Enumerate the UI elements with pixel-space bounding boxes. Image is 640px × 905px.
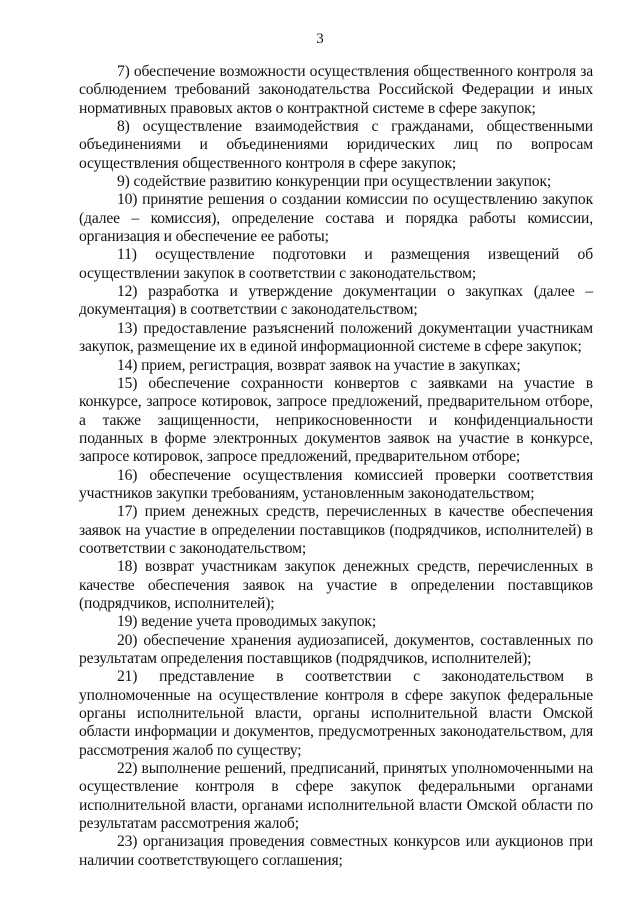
list-item-23: 23) организация проведения совместных конкурсов или аукционов при наличии соответствующего соглашения; xyxy=(79,833,593,869)
list-item-20: 20) обеспечение хранения аудиозаписей, документов, составленных по результатам определения поставщиков (подрядчиков, исполнителей); xyxy=(79,631,593,667)
document-body xyxy=(79,63,593,870)
list-item-9: 9) содействие развитию конкуренции при осуществлении закупок; xyxy=(117,173,552,191)
list-item-7: 7) обеспечение возможности осуществления общественного контроля за соблюдением требований законодательства Российской Федерации и иных нормативных правовых актов о контрактной системе в сфере закупок; xyxy=(79,63,593,117)
list-item-12: 12) разработка и утверждение документации о закупках (далее – документация) в соответствии с законодательством; xyxy=(79,283,593,319)
list-item-17: 17) прием денежных средств, перечисленных в качестве обеспечения заявок на участие в определении поставщиков (подрядчиков, исполнителей) в соответствии с законодательством; xyxy=(79,503,593,557)
list-item-15: 15) обеспечение сохранности конвертов с заявками на участие в конкурсе, запросе котировок, запросе предложений, предварительном отборе, а также защищенности, неприкосновенности и конфиденциальности поданных в форме электронных документов заявок на участие в конкурсе, запросе котировок, запросе предложений, предварительном отборе; xyxy=(79,374,593,466)
list-item-8: 8) осуществление взаимодействия с гражданами, общественными объединениями и объединениями юридических лиц по вопросам осуществления общественного контроля в сфере закупок; xyxy=(79,118,593,172)
list-item-22: 22) выполнение решений, предписаний, принятых уполномоченными на осуществление контроля в сфере закупок федеральными органами исполнительной власти, органами исполнительной власти Омской области по результатам рассмотрения жалоб; xyxy=(79,760,593,833)
list-item-11: 11) осуществление подготовки и размещения извещений об осуществлении закупок в соответствии с законодательством; xyxy=(79,246,593,282)
list-item-13: 13) предоставление разъяснений положений документации участникам закупок, размещение их в единой информационной системе в сфере закупок; xyxy=(79,319,593,356)
list-item-14: 14) прием, регистрация, возврат заявок на участие в закупках; xyxy=(117,356,521,374)
page-number: 3 xyxy=(316,31,324,47)
list-item-18: 18) возврат участникам закупок денежных средств, перечисленных в качестве обеспечения заявок на участие в определении поставщиков (подрядчиков, исполнителей); xyxy=(79,558,593,612)
list-item-10: 10) принятие решения о создании комиссии по осуществлению закупок (далее – комиссия), определение состава и порядка работы комиссии, организация и обеспечение ее работы; xyxy=(79,191,593,246)
list-item-16: 16) обеспечение осуществления комиссией проверки соответствия участников закупки требованиям, установленным законодательством; xyxy=(79,466,593,502)
list-item-21: 21) представление в соответствии с законодательством в уполномоченные на осуществление контроля в сфере закупок федеральные органы исполнительной власти, органы исполнительной власти Омской области информации и документов, предусмотренных законодательством, для рассмотрения жалоб по существу; xyxy=(79,668,593,759)
list-item-19: 19) ведение учета проводимых закупок; xyxy=(117,613,377,631)
